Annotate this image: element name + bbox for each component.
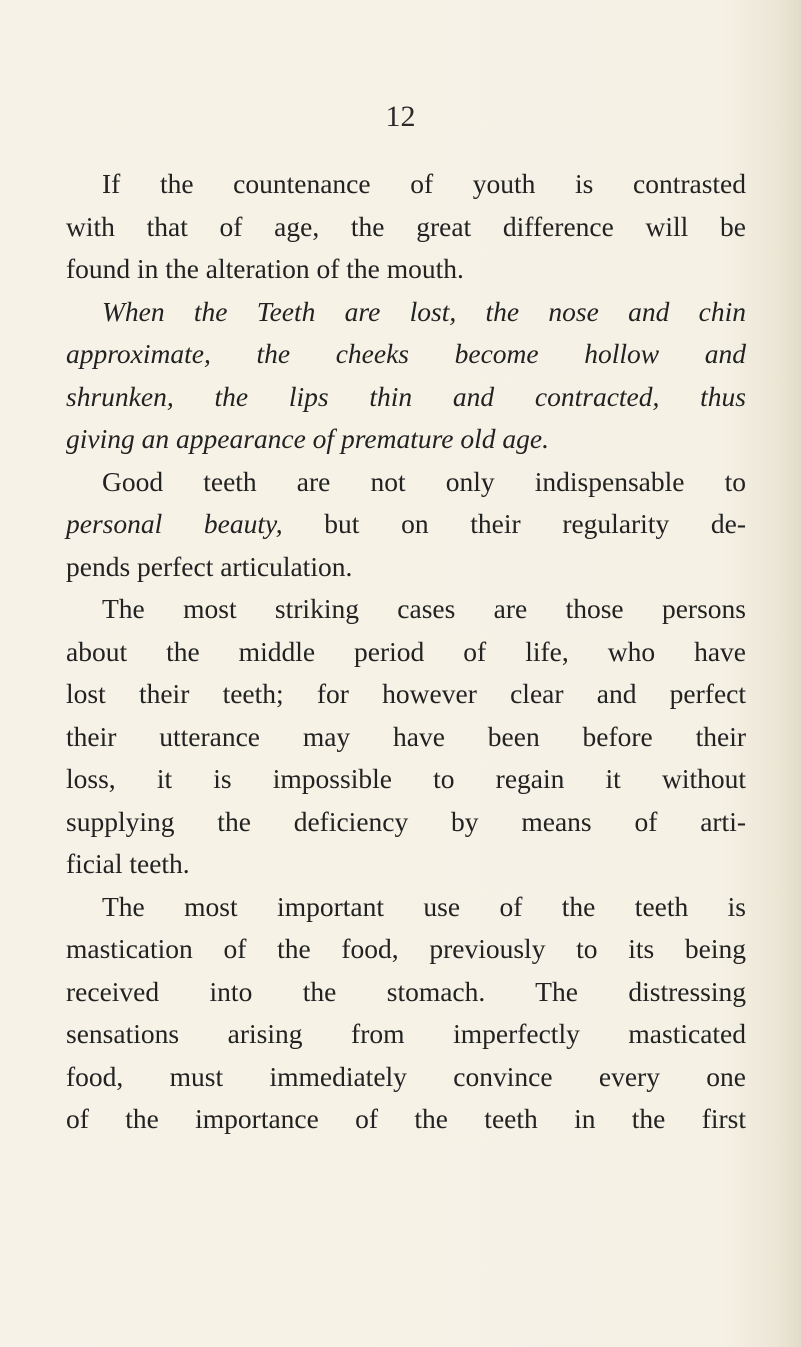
italic-text: shrunken, the lips thin and contracted, thus (66, 380, 746, 412)
text-segment: The most important use of the teeth is (102, 890, 746, 922)
text-line (66, 503, 746, 546)
text-line (66, 291, 746, 334)
text-line (66, 886, 746, 929)
text-segment: mastication of the food, previously to its being (66, 933, 746, 964)
text-line (66, 376, 746, 419)
paragraph (66, 886, 746, 1141)
body-text (66, 163, 746, 1141)
text-line (66, 971, 746, 1014)
text-segment: pends perfect articulation. (66, 550, 353, 582)
italic-text: personal beauty, (66, 508, 283, 539)
paragraph (66, 291, 746, 461)
text-line (66, 673, 746, 716)
text-line (66, 1013, 746, 1056)
text-segment: The most striking cases are those persons (102, 593, 746, 624)
italic-text: giving an appearance of premature old age. (66, 423, 549, 454)
text-line (66, 588, 746, 631)
text-line (66, 843, 746, 886)
text-line (66, 716, 746, 759)
text-line (66, 1056, 746, 1099)
text-line (66, 928, 746, 971)
text-line (66, 631, 746, 674)
text-line (66, 546, 746, 589)
text-segment: with that of age, the great difference will be (66, 210, 746, 242)
text-line (66, 758, 746, 801)
text-line (66, 206, 746, 249)
text-segment: found in the alteration of the mouth. (66, 253, 464, 284)
text-line (66, 1098, 746, 1141)
italic-text: When the Teeth are lost, the nose and chin (102, 295, 746, 327)
text-segment: ficial teeth. (66, 848, 190, 879)
text-segment: but on their regularity de- (282, 508, 746, 539)
text-line (66, 461, 746, 504)
text-segment: food, must immediately convince every one (66, 1060, 746, 1092)
text-segment: supplying the deficiency by means of arti- (66, 805, 746, 837)
text-line (66, 418, 746, 461)
text-segment: their utterance may have been before their (66, 720, 746, 752)
text-segment: sensations arising from imperfectly masticated (66, 1018, 746, 1049)
page-number: 12 (385, 100, 416, 133)
text-segment: of the importance of the teeth in the first (66, 1103, 746, 1134)
text-line (66, 801, 746, 844)
paragraph (66, 163, 746, 291)
paragraph (66, 461, 746, 589)
text-segment: lost their teeth; for however clear and perfect (66, 678, 746, 709)
text-line (66, 163, 746, 206)
text-segment: If the countenance of youth is contrasted (102, 168, 746, 199)
text-segment: received into the stomach. The distressing (66, 975, 746, 1007)
text-segment: about the middle period of life, who have (66, 635, 746, 667)
text-line (66, 248, 746, 291)
text-segment: Good teeth are not only indispensable to (102, 465, 746, 497)
text-line (66, 333, 746, 376)
paragraph (66, 588, 746, 886)
text-segment: loss, it is impossible to regain it without (66, 763, 746, 794)
italic-text: approximate, the cheeks become hollow and (66, 338, 746, 369)
